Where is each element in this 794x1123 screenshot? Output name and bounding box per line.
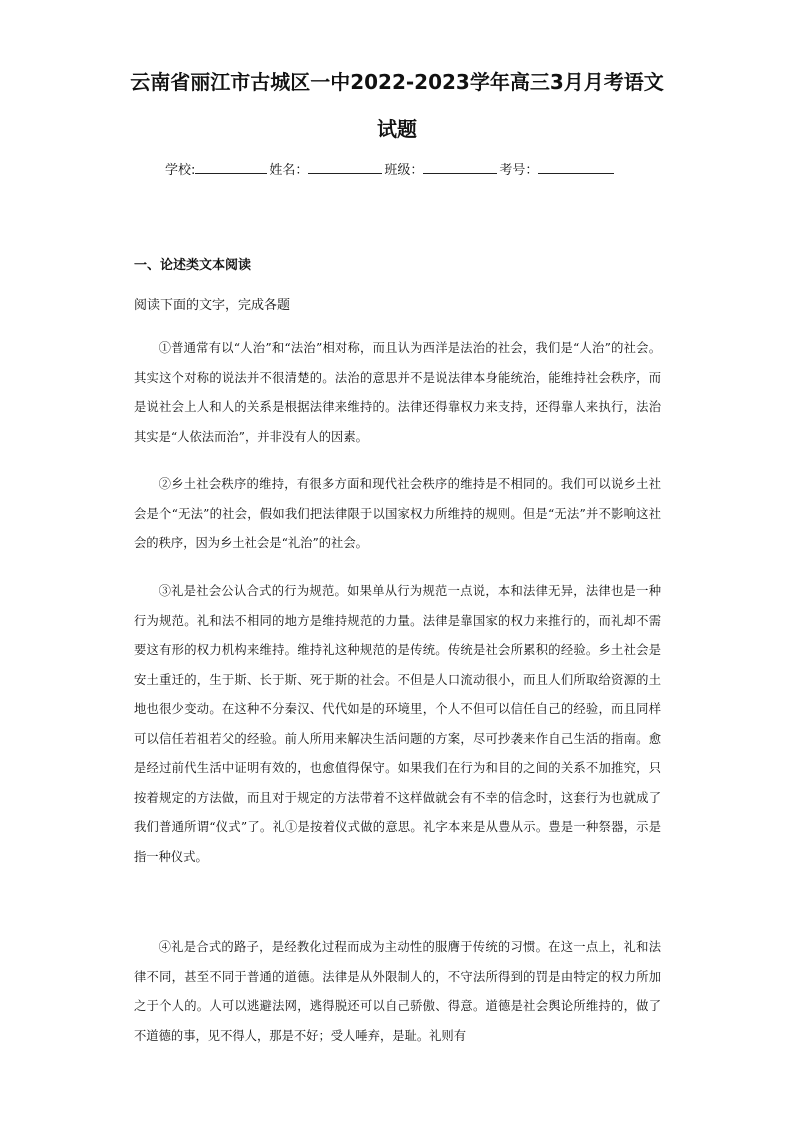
student-info-row <box>165 159 645 178</box>
passage-paragraph-4: ④礼是合式的路子，是经教化过程而成为主动性的服膺于传统的习惯。在这一点上，礼和法律不同，甚至不同于普通的道德。法律是从外限制人的，不守法所得到的罚是由特定的权力所加之于个人的。人可以逃避法网，逃得脱还可以自己骄傲、得意。道德是社会舆论所维持的，做了不道德的事，见不得人，那是不好；受人唾弃，是耻。礼则有 <box>134 940 661 1043</box>
name-blank[interactable] <box>308 160 382 174</box>
document-title-line-1: 云南省丽江市古城区一中2022-2023学年高三3月月考语文 <box>130 70 664 94</box>
section-heading: 一、论述类文本阅读 <box>134 258 252 273</box>
exam-number-blank[interactable] <box>538 160 614 174</box>
class-blank[interactable] <box>423 160 497 174</box>
passage-paragraph-3: ③礼是社会公认合式的行为规范。如果单从行为规范一点说，本和法律无异，法律也是一种行为规范。礼和法不相同的地方是维持规范的力量。法律是靠国家的权力来推行的，而礼却不需要这有形的权力机构来维持。维持礼这种规范的是传统。传统是社会所累积的经验。乡土社会是安土重迁的，生于斯、长于斯、死于斯的社会。不但是人口流动很小，而且人们所取给资源的土地也很少变动。在这种不分秦汉、代代如是的环境里，个人不但可以信任自己的经验，而且同样可以信任若祖若父的经验。前人所用来解决生活问题的方案，尽可抄袭来作自己生活的指南。愈是经过前代生活中证明有效的，也愈值得保守。如果我们在行为和目的之间的关系不加推究，只按着规定的方法做，而且对于规定的方法带着不这样做就会有不幸的信念时，这套行为也就成了我们普通所谓“仪式”了。礼①是按着仪式做的意思。礼字本来是从豊从示。豊是一种祭器，示是指一种仪式。 <box>134 584 661 864</box>
school-label: 学校: <box>165 163 196 178</box>
passage-paragraph-1: ①普通常有以“人治”和“法治”相对称，而且认为西洋是法治的社会，我们是“人治”的社会。其实这个对称的说法并不很清楚的。法治的意思并不是说法律本身能统治，能维持社会秩序，而是说社会上人和人的关系是根据法律来维持的。法律还得靠权力来支持，还得靠人来执行，法治其实是“人依法而治”，并非没有人的因素。 <box>134 341 661 444</box>
exam-number-label: 考号： <box>499 163 539 178</box>
document-title-line-2: 试题 <box>377 117 417 141</box>
passage-paragraph-2: ②乡土社会秩序的维持，有很多方面和现代社会秩序的维持是不相同的。我们可以说乡土社会是个“无法”的社会，假如我们把法律限于以国家权力所维持的规则。但是“无法”并不影响这社会的秩序，因为乡土社会是“礼治”的社会。 <box>134 477 661 550</box>
name-label: 姓名： <box>269 163 309 178</box>
class-label: 班级： <box>384 163 424 178</box>
school-blank[interactable] <box>195 160 267 174</box>
reading-instruction: 阅读下面的文字，完成各题 <box>134 298 291 313</box>
